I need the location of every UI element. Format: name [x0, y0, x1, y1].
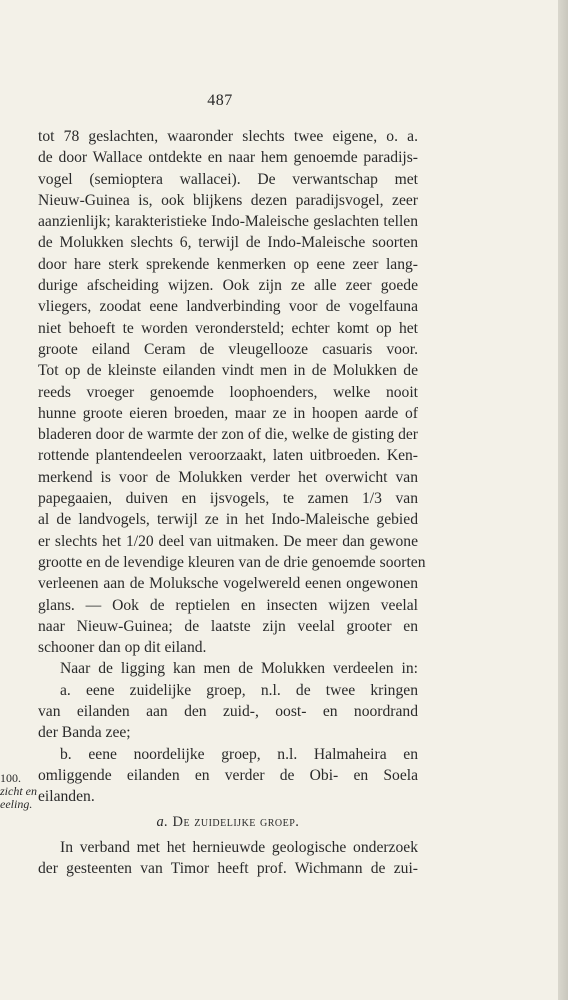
- text-line: grootte en de levendige kleuren van de drie genoemde soorten: [38, 553, 426, 571]
- text-line: groote eiland Ceram de vleugellooze casuaris voor.: [38, 340, 418, 358]
- text-fragment: papegaaien, duiven en ijsvogels, te zamen: [38, 490, 349, 508]
- text-line: der Banda zee;: [38, 724, 131, 742]
- list-item-b: b. eene noordelijke groep, n.l. Halmaheira en: [60, 745, 418, 763]
- margin-note-number: 100.: [0, 771, 21, 785]
- fraction: 1/20: [125, 532, 154, 550]
- text-line: de door Wallace ontdekte en naar hem genoemde paradijs-: [38, 149, 418, 167]
- text-fragment: van: [395, 490, 419, 508]
- list-item-a: a. eene zuidelijke groep, n.l. de twee kringen: [60, 681, 418, 699]
- text-line: door hare sterk sprekende kenmerken op eene zeer lang-: [38, 255, 418, 273]
- scan-edge: [558, 0, 568, 1000]
- text-line: tot 78 geslachten, waaronder slechts twee eigene, o. a.: [38, 128, 418, 145]
- main-text: [38, 126, 426, 879]
- text-line: glans. — Ook de reptielen en insecten wijzen veelal: [38, 596, 418, 614]
- text-line-with-fraction: [38, 531, 418, 552]
- text-line: vliegers, zoodat eene landverbinding voor de vogelfauna: [38, 298, 418, 316]
- text-line: eilanden.: [38, 788, 95, 806]
- text-line: Nieuw-Guinea is, ook blijkens dezen paradijsvogel, zeer: [38, 191, 418, 209]
- text-line: Tot op de kleinste eilanden vindt men in de Molukken de: [38, 362, 418, 380]
- text-line: verleenen aan de Moluksche vogelwereld eenen ongewonen: [38, 575, 418, 593]
- text-line: omliggende eilanden en verder de Obi- en Soela: [38, 766, 418, 784]
- page-number: 487: [207, 92, 233, 109]
- margin-note-line: zicht en: [0, 784, 37, 798]
- margin-note: [0, 772, 38, 811]
- text-line: de Molukken slechts 6, terwijl de Indo-Maleische soorten: [38, 234, 418, 252]
- text-line: Naar de ligging kan men de Molukken verdeelen in:: [60, 660, 418, 678]
- text-line-with-fraction: [38, 488, 418, 509]
- section-heading-letter: a.: [156, 813, 169, 830]
- text-line: durige afscheiding wijzen. Ook zijn ze alle zeer goede: [38, 277, 418, 295]
- text-fragment: er slechts het: [38, 532, 122, 550]
- margin-note-line: eeling.: [0, 797, 33, 811]
- text-line: In verband met het hernieuwde geologische onderzoek: [60, 838, 418, 856]
- text-line: niet behoeft te worden verondersteld; echter komt op het: [38, 319, 418, 337]
- text-line: merkend is voor de Molukken verder het overwicht van: [38, 468, 418, 486]
- text-line: rottende plantendeelen veroorzaakt, laten uitbroeden. Ken-: [38, 447, 418, 465]
- text-line: al de landvogels, terwijl ze in het Indo-Maleische gebied: [38, 511, 418, 529]
- text-line: naar Nieuw-Guinea; de laatste zijn veelal grooter en: [38, 617, 418, 635]
- text-line: schooner dan op dit eiland.: [38, 639, 207, 657]
- text-line: hunne groote eieren broeden, maar ze in hoopen aarde of: [38, 404, 418, 422]
- text-line: bladeren door de warmte der zon of die, welke de gisting der: [38, 426, 418, 444]
- text-fragment: deel van uitmaken. De meer dan gewone: [158, 532, 419, 550]
- text-line: der gesteenten van Timor heeft prof. Wichmann de zui-: [38, 860, 418, 878]
- fraction: 1/3: [361, 490, 382, 508]
- text-line: reeds vroeger genoemde loophoenders, welke nooit: [38, 383, 418, 401]
- section-heading-title: De zuidelijke groep.: [172, 813, 300, 830]
- text-line: van eilanden aan den zuid-, oost- en noordrand: [38, 703, 418, 721]
- text-line: aanzienlijk; karakteristieke Indo-Maleische geslachten tellen: [38, 213, 418, 231]
- text-line: vogel (semioptera wallacei). De verwantschap met: [38, 170, 418, 188]
- section-heading: [38, 812, 418, 833]
